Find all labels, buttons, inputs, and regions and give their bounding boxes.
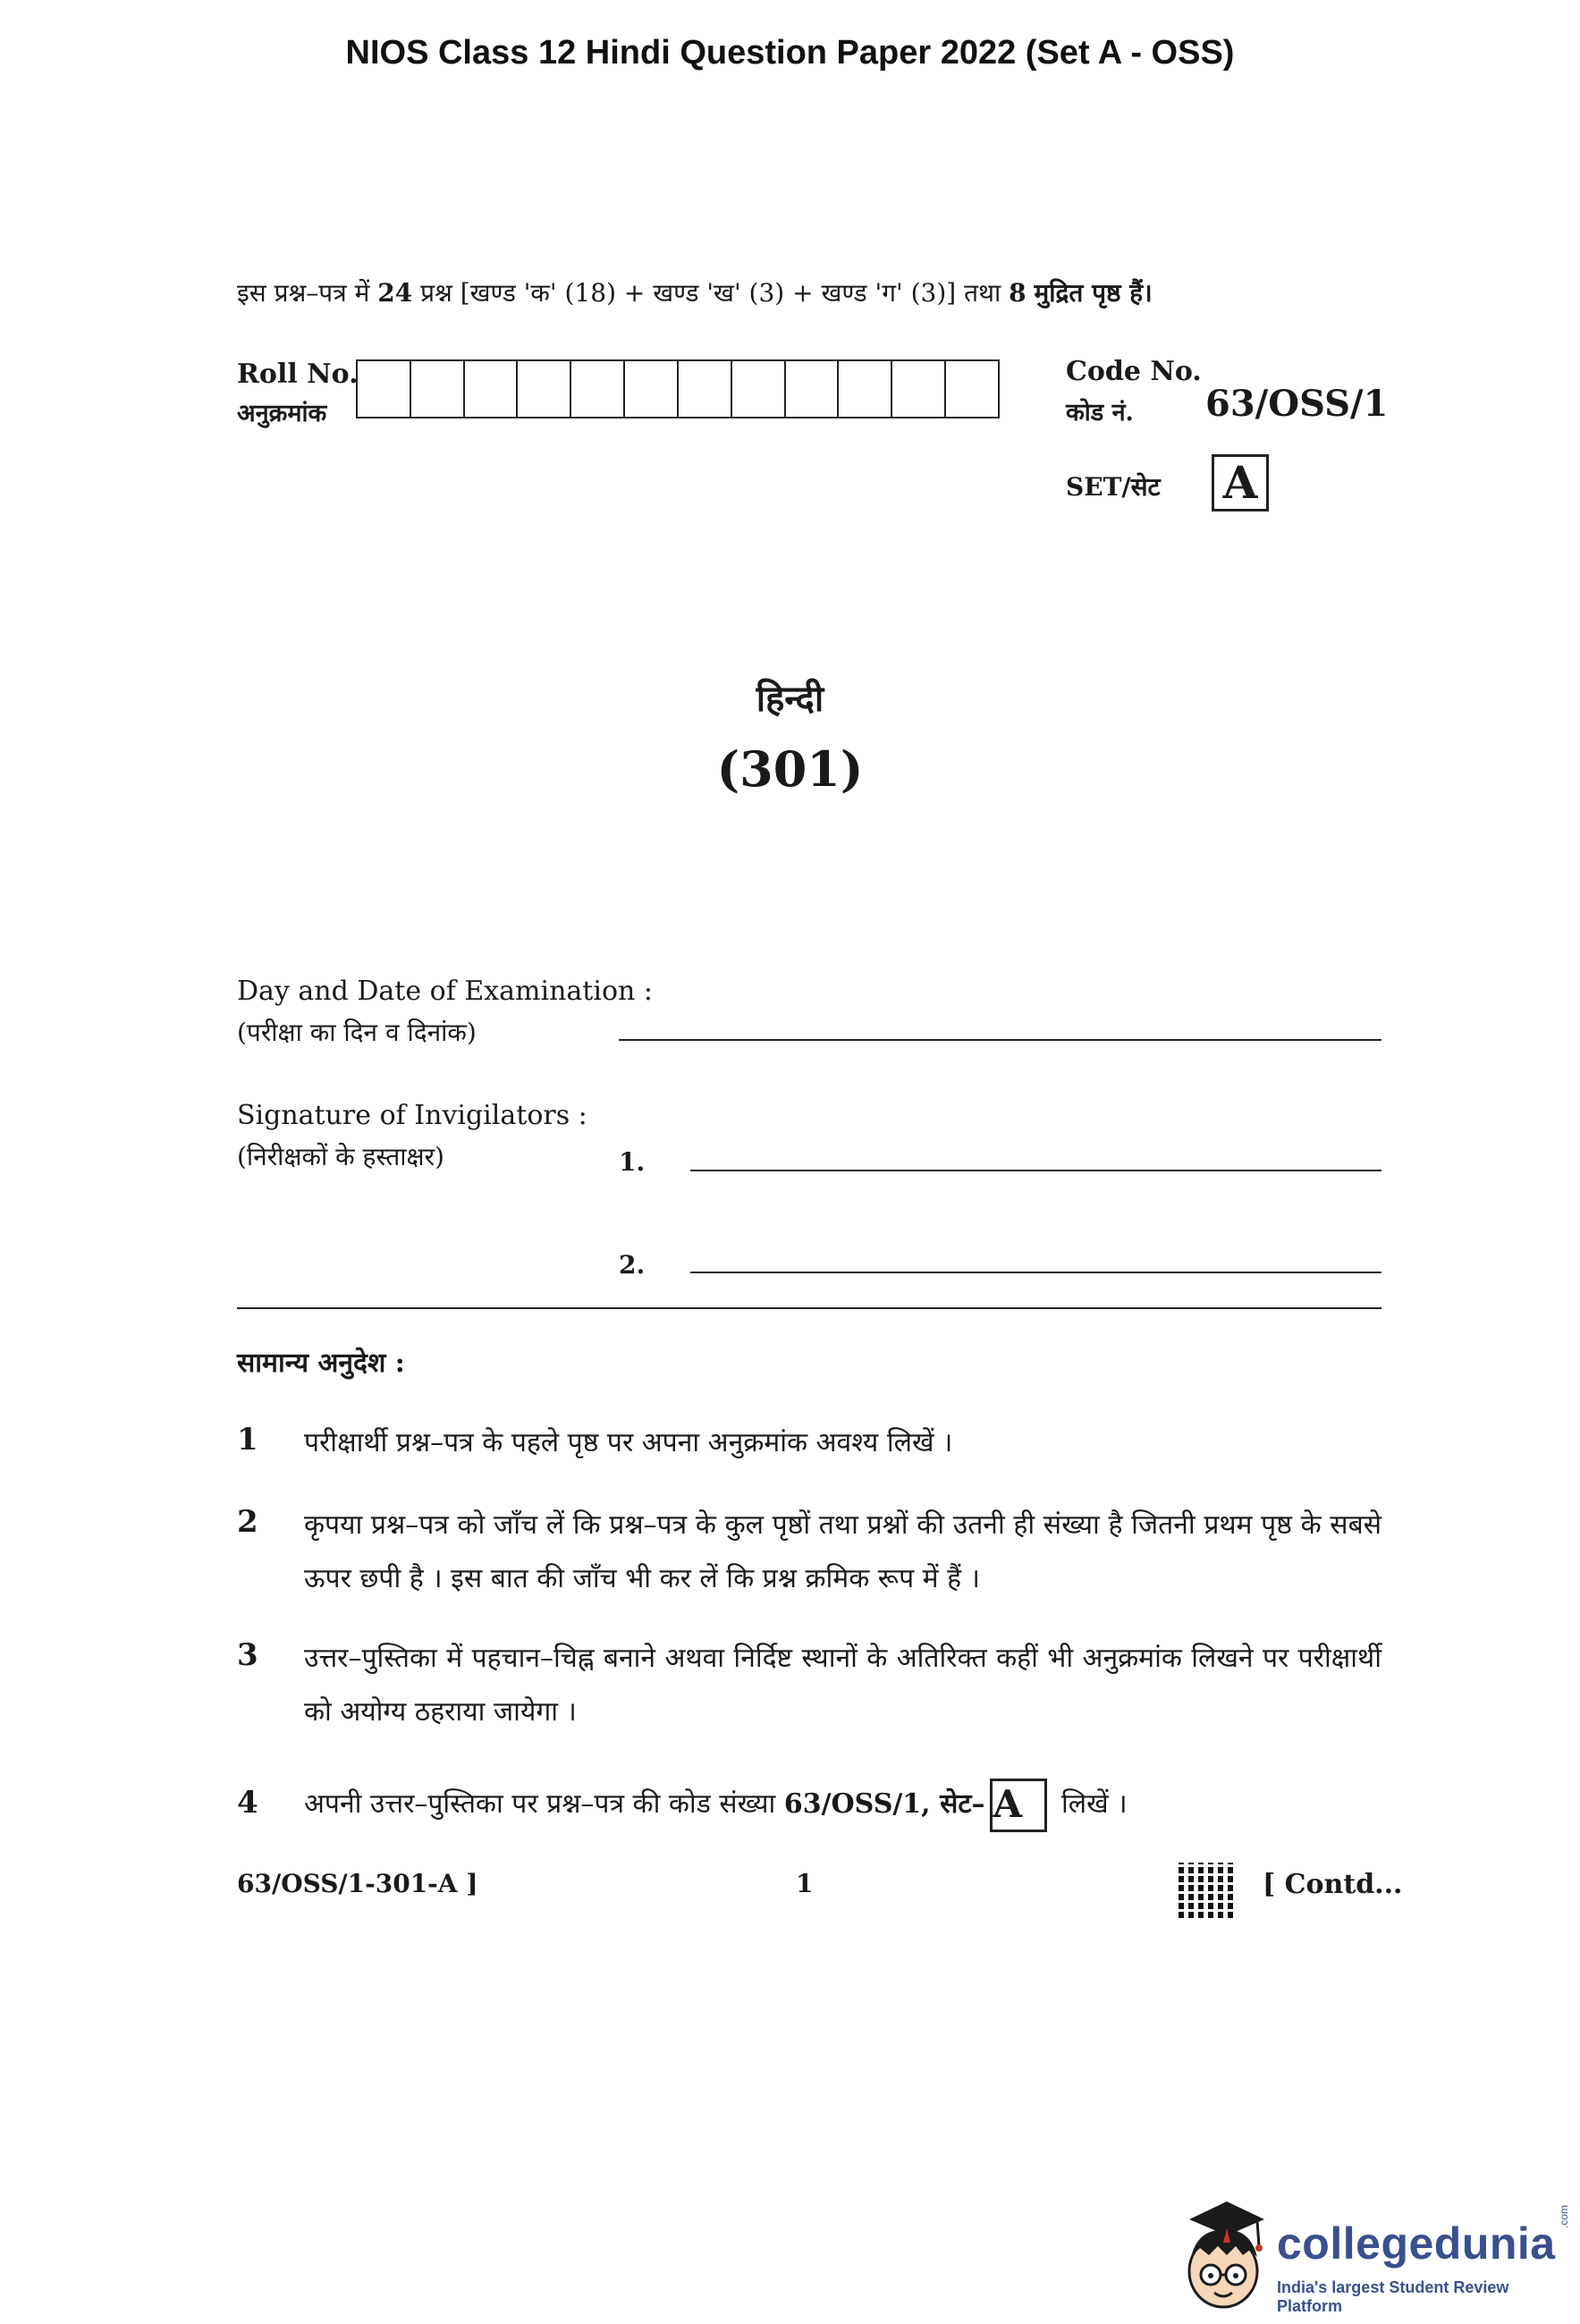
code-no-value: 63/OSS/1 <box>1205 383 1389 425</box>
footer-contd: [ Contd... <box>1263 1869 1403 1900</box>
roll-no-label-hi: अनुक्रमांक <box>237 400 327 427</box>
roll-no-label-en: Roll No. <box>237 359 359 390</box>
code-no-label-en: Code No. <box>1066 356 1202 387</box>
code-no-label <box>1066 351 1202 434</box>
instructions-heading: सामान्य अनुदेश : <box>237 1348 405 1379</box>
roll-no-label <box>237 355 359 434</box>
instruction-4-text-b: लिखें । <box>1061 1788 1128 1820</box>
roll-digit-box[interactable] <box>356 359 410 418</box>
roll-digit-box[interactable] <box>891 359 944 418</box>
brand-watermark <box>1171 2193 1570 2318</box>
roll-digit-box[interactable] <box>570 359 623 418</box>
exam-date-label-en: Day and Date of Examination : <box>237 976 653 1007</box>
invigilator-2-line[interactable] <box>690 1272 1381 1273</box>
roll-digit-box[interactable] <box>516 359 570 418</box>
instruction-4-code: 63/OSS/1, सेट– <box>783 1788 985 1820</box>
roll-digit-box[interactable] <box>731 359 784 418</box>
instruction-4-set-box: A <box>990 1779 1047 1832</box>
set-label: SET/सेट <box>1066 472 1161 502</box>
document-title: NIOS Class 12 Hindi Question Paper 2022 (Set A - OSS) <box>345 34 1235 72</box>
roll-digit-box[interactable] <box>784 359 838 418</box>
student-mascot-icon <box>1171 2193 1270 2318</box>
summary-page-count: 8 <box>1009 278 1027 308</box>
instruction-4-number: 4 <box>237 1785 258 1821</box>
footer-paper-code: 63/OSS/1-301-A ] <box>237 1869 478 1898</box>
section-divider <box>237 1307 1381 1309</box>
instruction-4-text <box>304 1778 1381 1832</box>
roll-digit-box[interactable] <box>463 359 517 418</box>
summary-suffix: मुद्रित पृष्ठ हैं। <box>1034 278 1153 308</box>
footer-page-number: 1 <box>796 1869 814 1898</box>
brand-name: collegedunia <box>1277 2218 1556 2269</box>
roll-digit-box[interactable] <box>837 359 891 418</box>
exam-date-line[interactable] <box>619 1039 1381 1041</box>
summary-prefix: इस प्रश्न–पत्र में <box>237 278 370 308</box>
instruction-4-text-a: अपनी उत्तर–पुस्तिका पर प्रश्न–पत्र की कोड संख्या <box>304 1788 776 1820</box>
instruction-1-text: परीक्षार्थी प्रश्न–पत्र के पहले पृष्ठ पर अपना अनुक्रमांक अवश्य लिखें । <box>304 1427 953 1458</box>
invigilator-1-line[interactable] <box>690 1170 1381 1171</box>
instruction-2-number: 2 <box>237 1504 258 1540</box>
instruction-3-text: उत्तर–पुस्तिका में पहचान–चिह्न बनाने अथवा निर्दिष्ट स्थानों के अतिरिक्त कहीं भी अनुक्रमांक लिखने पर परीक्षार्थी को अयोग्य ठहराया जायेगा । <box>304 1643 1381 1728</box>
brand-tagline: India's largest Student Review Platform <box>1277 2278 1509 2315</box>
code-no-label-hi: कोड नं. <box>1066 399 1134 427</box>
exam-date-label <box>237 971 653 1053</box>
brand-suffix: .com <box>1558 2204 1570 2228</box>
instruction-3-number: 3 <box>237 1637 258 1673</box>
roll-digit-box[interactable] <box>623 359 677 418</box>
roll-digit-box[interactable] <box>677 359 731 418</box>
invigilator-1-number: 1. <box>619 1147 646 1177</box>
subject-name: हिन्दी <box>756 678 824 720</box>
set-value-box: A <box>1212 454 1269 511</box>
roll-digit-box[interactable] <box>944 359 1000 418</box>
invigilator-label <box>237 1095 587 1178</box>
invigilator-label-en: Signature of Invigilators : <box>237 1100 587 1131</box>
subject-code: (301) <box>716 740 864 798</box>
paper-summary <box>237 275 1153 309</box>
instruction-2-text: कृपया प्रश्न–पत्र को जाँच लें कि प्रश्न–पत्र के कुल पृष्ठों तथा प्रश्नों की उतनी ही संख्या है जितनी प्रथम पृष्ठ के सबसे ऊपर छपी है । इस बात की जाँच भी कर लें कि प्रश्न क्रमिक रूप में हैं । <box>304 1509 1381 1594</box>
summary-sections: प्रश्न [खण्ड 'क' (18) + खण्ड 'ख' (3) + खण्ड 'ग' (3)] तथा <box>420 278 1001 308</box>
exam-date-label-hi: (परीक्षा का दिन व दिनांक) <box>237 1018 477 1047</box>
invigilator-label-hi: (निरीक्षकों के हस्ताक्षर) <box>237 1142 444 1171</box>
summary-total-questions: 24 <box>377 278 413 308</box>
qr-code-icon <box>1179 1863 1236 1918</box>
roll-digit-box[interactable] <box>410 359 463 418</box>
instruction-1-number: 1 <box>237 1422 258 1458</box>
roll-no-boxes[interactable] <box>356 359 1000 418</box>
invigilator-2-number: 2. <box>619 1250 646 1280</box>
